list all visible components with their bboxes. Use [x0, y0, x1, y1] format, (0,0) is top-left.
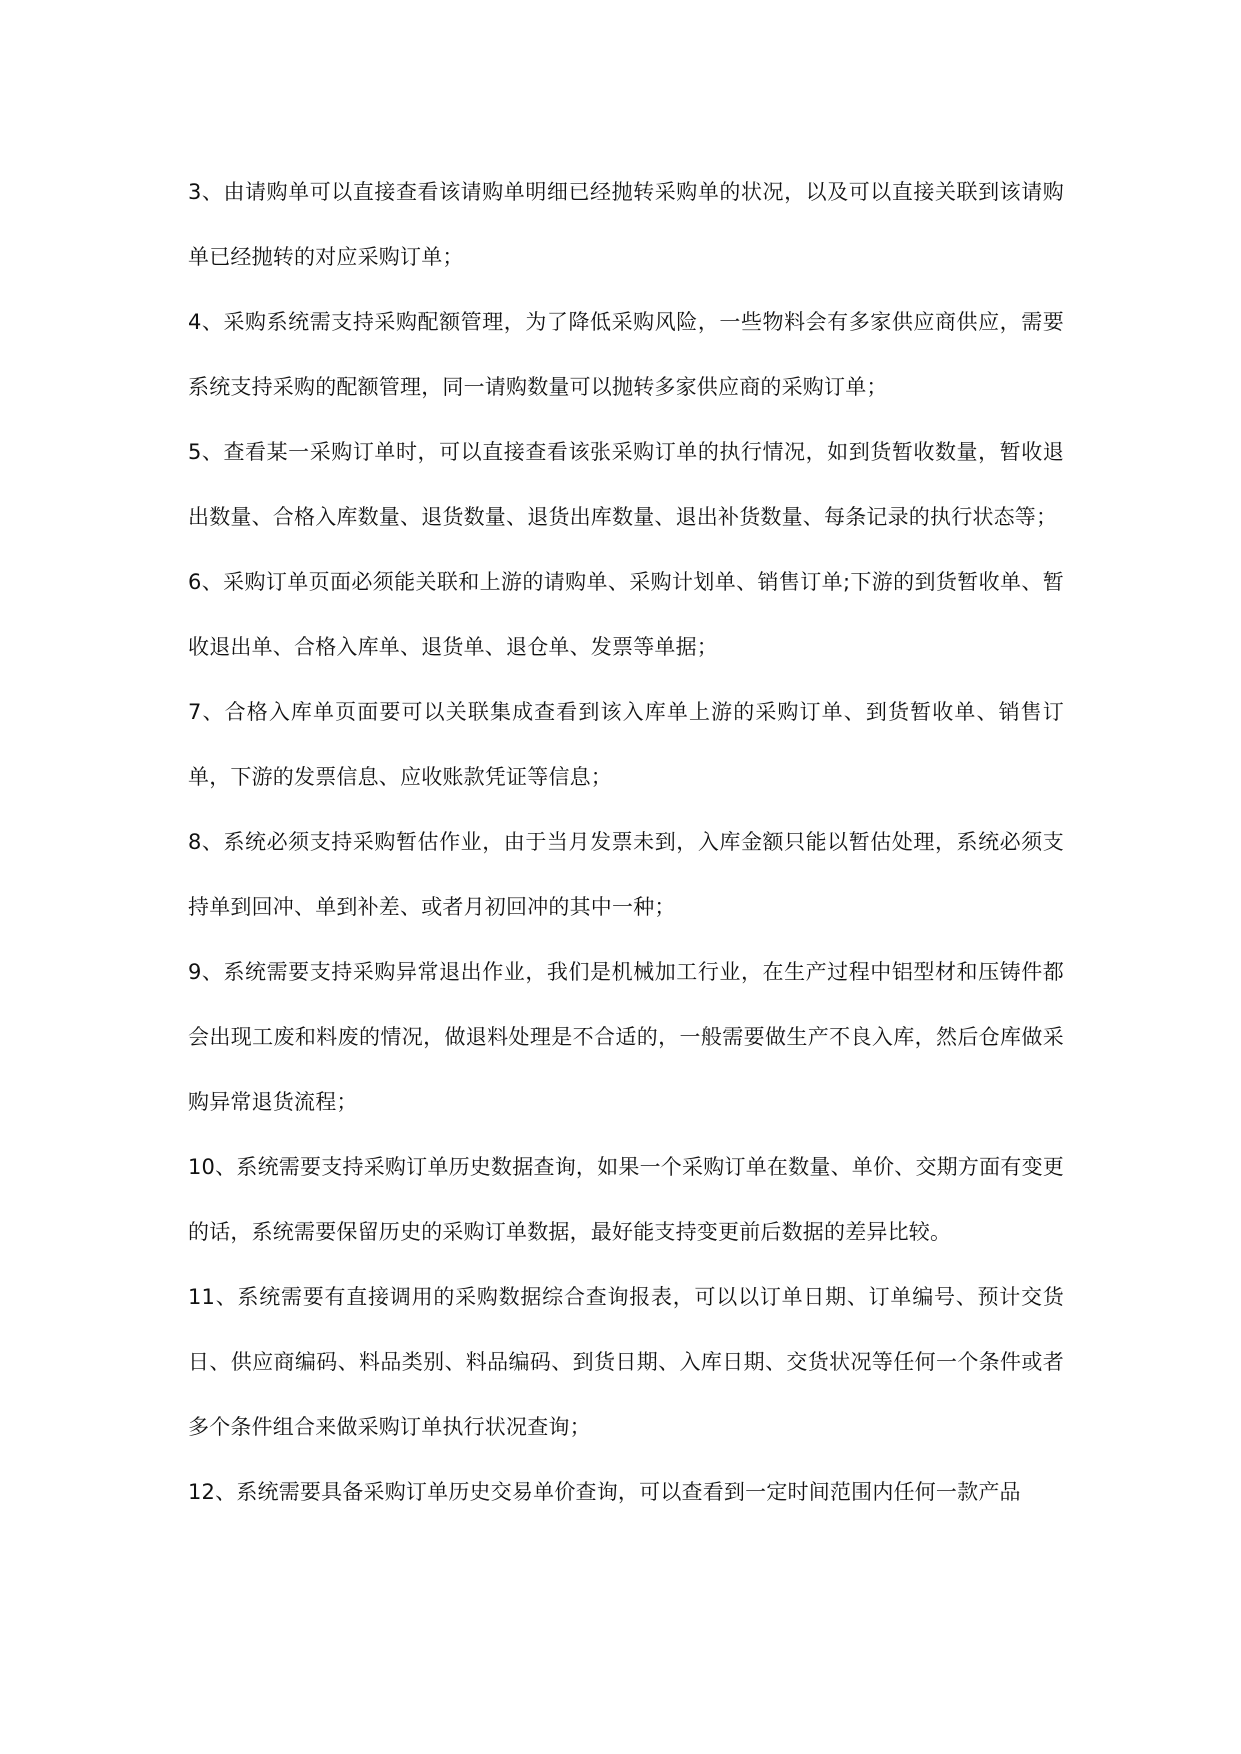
paragraph-9: 9、系统需要支持采购异常退出作业，我们是机械加工行业，在生产过程中铝型材和压铸件都会出现工废和料废的情况，做退料处理是不合适的，一般需要做生产不良入库，然后仓库做采购异常退货流程；: [188, 960, 1064, 1114]
document-body: [188, 160, 1064, 1525]
paragraph-8: 8、系统必须支持采购暂估作业，由于当月发票未到，入库金额只能以暂估处理，系统必须支持单到回冲、单到补差、或者月初回冲的其中一种；: [188, 830, 1064, 919]
paragraph-4: 4、采购系统需支持采购配额管理，为了降低采购风险，一些物料会有多家供应商供应，需要系统支持采购的配额管理，同一请购数量可以抛转多家供应商的采购订单；: [188, 310, 1064, 399]
paragraph-5: 5、查看某一采购订单时，可以直接查看该张采购订单的执行情况，如到货暂收数量，暂收退出数量、合格入库数量、退货数量、退货出库数量、退出补货数量、每条记录的执行状态等；: [188, 440, 1064, 529]
paragraph-6: 6、采购订单页面必须能关联和上游的请购单、采购计划单、销售订单;下游的到货暂收单、暂收退出单、合格入库单、退货单、退仓单、发票等单据；: [188, 570, 1064, 659]
paragraph-10: 10、系统需要支持采购订单历史数据查询，如果一个采购订单在数量、单价、交期方面有变更的话，系统需要保留历史的采购订单数据，最好能支持变更前后数据的差异比较。: [188, 1155, 1064, 1244]
paragraph-7: 7、合格入库单页面要可以关联集成查看到该入库单上游的采购订单、到货暂收单、销售订单，下游的发票信息、应收账款凭证等信息；: [188, 700, 1064, 789]
paragraph-11: 11、系统需要有直接调用的采购数据综合查询报表，可以以订单日期、订单编号、预计交货日、供应商编码、料品类别、料品编码、到货日期、入库日期、交货状况等任何一个条件或者多个条件组合来做采购订单执行状况查询；: [188, 1285, 1064, 1439]
paragraph-12: 12、系统需要具备采购订单历史交易单价查询，可以查看到一定时间范围内任何一款产品: [188, 1480, 1021, 1504]
paragraph-3: 3、由请购单可以直接查看该请购单明细已经抛转采购单的状况，以及可以直接关联到该请购单已经抛转的对应采购订单；: [188, 180, 1064, 269]
